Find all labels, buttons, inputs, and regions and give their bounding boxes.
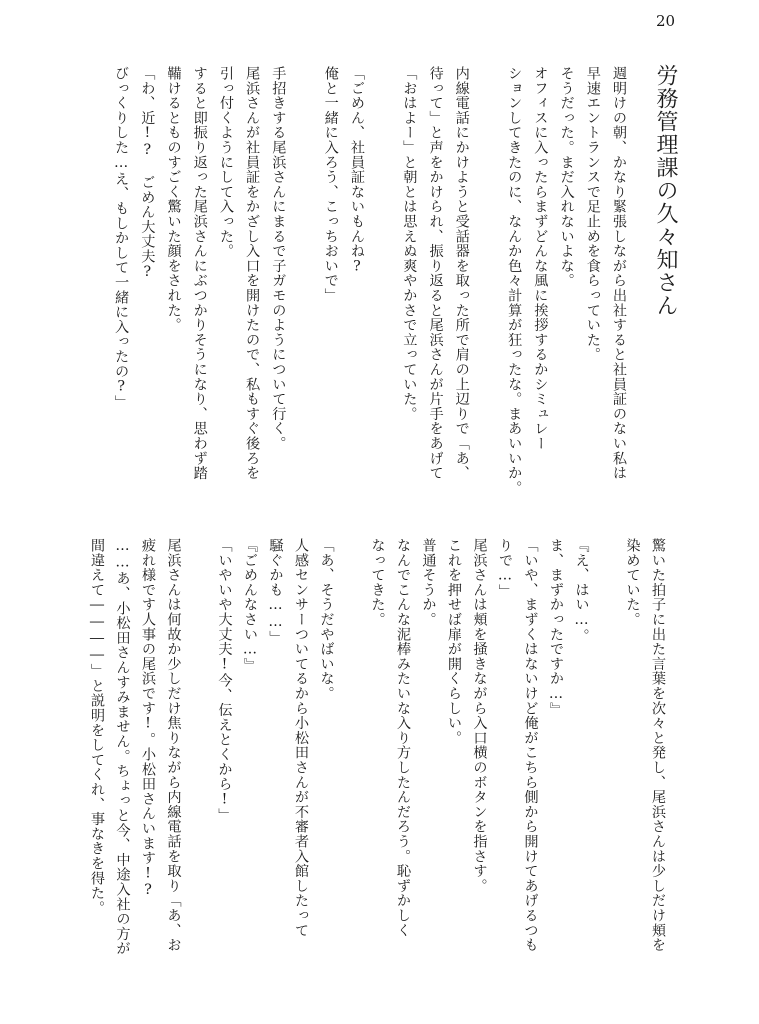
text-line: 尾浜さんは何故か少しだけ焦りながら内線電話を取り「あ、お — [165, 538, 182, 953]
chapter-title: 労務管理課の久々知さん — [653, 64, 678, 317]
text-line: 尾浜さんは頬を掻きながら入口横のボタンを指さす。 — [471, 538, 488, 894]
text-line: 「わ、近!? ごめん大丈夫? — [139, 66, 156, 281]
text-line — [339, 538, 365, 998]
text-line: 早速エントランスで足止めを食らっていた。 — [584, 66, 601, 362]
text-block-bottom — [89, 538, 670, 998]
text-line: 間違えて――――」と説明をしてくれ、事なきを得た。 — [89, 538, 105, 916]
text-line: びっくりした…え、もしかして一緒に入ったの?」 — [113, 66, 130, 410]
text-line: 騒ぐかも……」 — [267, 538, 284, 646]
text-line — [594, 538, 620, 998]
text-line: 普通そうか。 — [420, 538, 437, 627]
text-line: これを押せば扉が開くらしい。 — [446, 538, 462, 746]
text-line: そうだった。まだ入れないよな。 — [558, 66, 575, 288]
text-line — [291, 66, 317, 506]
text-line: 染めていた。 — [624, 538, 641, 627]
text-line: 驚いた拍子に出た言葉を次々と発し、尾浜さんは少しだけ頬を — [650, 538, 666, 953]
text-line: ……あ、小松田さんすみません。ちょっと今、中途入社の方が — [114, 538, 131, 956]
page-number: 20 — [656, 12, 676, 30]
text-block-top — [112, 66, 632, 506]
text-line: 疲れ様です人事の尾浜です!。小松田さんいます!? — [140, 538, 156, 899]
text-line: 週明けの朝、かなり緊張しながら出社すると社員証のない私は — [611, 66, 627, 481]
text-line: なってきた。 — [369, 538, 386, 627]
text-line: 「いや、まずくはないけど俺がこちら側から開けてあげるつも — [522, 538, 539, 953]
text-line: すると即振り返った尾浜さんにぶつかりそうになり、思わず踏 — [191, 66, 208, 481]
text-line: 「おはよー」と朝とは思えぬ爽やかさで立っていた。 — [401, 66, 418, 422]
text-line: オフィスに入ったらまずどんな風に挨拶するかシミュレー — [532, 66, 549, 451]
text-line: 「いやいや大丈夫!今、伝えとくから!」 — [216, 538, 233, 823]
text-line: 待って」と声をかけられ、振り返ると尾浜さんが片手をあげて — [427, 66, 444, 481]
text-line — [370, 66, 396, 506]
text-line: 鞴けるとものすごく驚いた顔をされた。 — [165, 66, 182, 333]
text-line: 内線電話にかけようと受話器を取った所で肩の上辺りで「あ、 — [453, 66, 470, 481]
text-line: ま、まずかったですか…』 — [548, 538, 564, 718]
text-line — [186, 538, 212, 998]
text-line: 『ごめんなさい…』 — [242, 538, 258, 673]
text-line: 尾浜さんが社員証をかざし入口を開けたので、私もすぐ後ろを — [244, 66, 261, 481]
text-line: 引っ付くようにして入った。 — [217, 66, 234, 259]
text-line — [475, 66, 501, 506]
text-line: 「あ、そうだやばいな。 — [318, 538, 335, 701]
text-line: ションしてきたのに、なんか色々計算が狂ったな。まあいいか。 — [506, 66, 523, 496]
text-line: りで…」 — [497, 538, 513, 599]
text-line: 人感センサーついてるから小松田さんが不審者入館したって — [293, 538, 309, 938]
text-line: 俺と一緒に入ろう、こっちおいで」 — [322, 66, 339, 303]
text-line: 「ごめん、社員証ないもんね? — [348, 66, 365, 275]
text-line: 『え、はい…。 — [573, 538, 590, 644]
text-line: なんでこんな泥棒みたいな入り方したんだろう。恥ずかしく — [395, 538, 411, 938]
text-line: 手招きする尾浜さんにまるで子ガモのようについて行く。 — [270, 66, 287, 451]
